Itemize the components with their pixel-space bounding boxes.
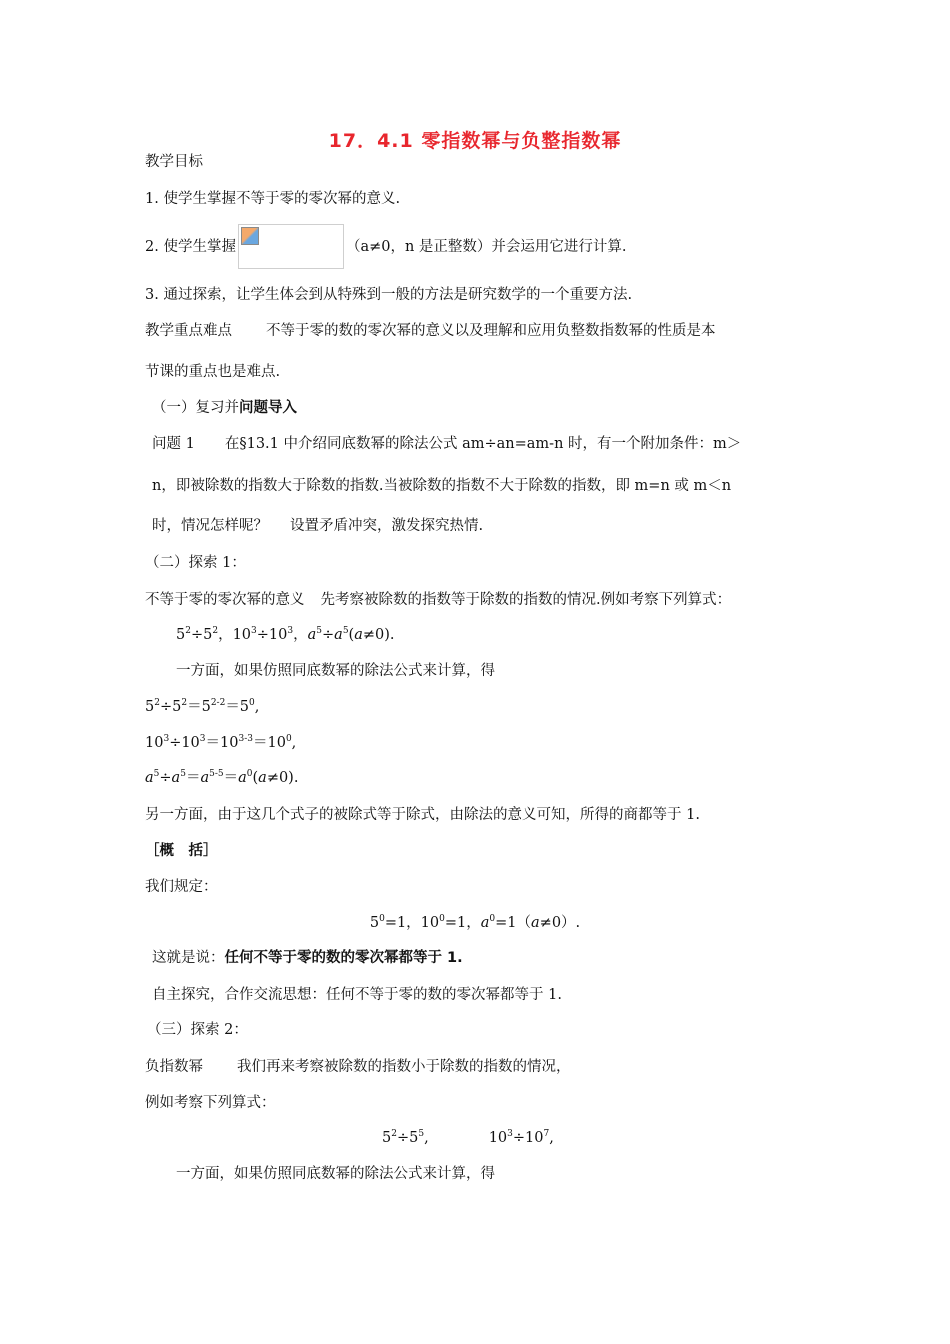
goal-2-prefix: 2. 使学生掌握 xyxy=(145,239,236,255)
key-points-text: 不等于零的数的零次幂的意义以及理解和应用负整数指数幂的性质是本 xyxy=(266,323,716,339)
question-1-line-1 xyxy=(152,434,741,454)
section-3-heading: （三）探索 2： xyxy=(147,1022,248,1038)
section-1-heading xyxy=(152,398,297,418)
negative-formula-examples: $5^2\div 5^5$, $10^3\div 10^7$, xyxy=(382,1129,554,1146)
key-points-line xyxy=(145,321,716,341)
section-2-heading: （二）探索 1： xyxy=(145,555,246,571)
formula-2: $10^3\div 10^3=10^{3-3}=10^0$, xyxy=(145,734,297,751)
formula-examples: $5^2\div 5^2$，$10^3\div 10^3$，$a^5\div a^5(a\ne 0)$. xyxy=(176,626,395,643)
question-1-label: 问题 1 xyxy=(152,436,195,452)
explore-text: 自主探究，合作交流思想：任何不等于零的数的零次幂都等于 1. xyxy=(152,987,562,1003)
example-text: 例如考察下列算式： xyxy=(145,1095,276,1111)
page-title: 17．4.1 零指数幂与负整指数幂 xyxy=(328,130,622,152)
one-side-text: 一方面，如果仿照同底数幂的除法公式来计算，得 xyxy=(176,663,495,679)
goal-2 xyxy=(145,224,627,269)
negative-power-label: 负指数幂 xyxy=(145,1059,203,1075)
zero-power-label: 不等于零的零次幂的意义 xyxy=(145,592,305,608)
we-define: 我们规定： xyxy=(145,879,218,895)
goal-3: 3. 通过探索，让学生体会到从特殊到一般的方法是研究数学的一个重要方法. xyxy=(145,287,633,303)
question-1-line-3 xyxy=(152,516,483,536)
summary-heading: ［概 括］ xyxy=(145,843,218,859)
conclusion-bold: 任何不等于零的数的零次幂都等于 1. xyxy=(224,950,463,966)
question-1-text-3a: 时，情况怎样呢？ xyxy=(152,518,268,534)
conclusion-line xyxy=(152,948,463,968)
goal-1: 1. 使学生掌握不等于零的零次幂的意义. xyxy=(145,191,401,207)
question-1-text-3b: 设置矛盾冲突，激发探究热情. xyxy=(290,518,484,534)
formula-image-placeholder xyxy=(238,224,344,269)
key-points-label: 教学重点难点 xyxy=(145,323,232,339)
goals-heading: 教学目标 xyxy=(145,154,203,170)
section-1-prefix: （一）复习并 xyxy=(152,400,239,416)
negative-power-line xyxy=(145,1057,571,1077)
zero-power-text: 先考察被除数的指数等于除数的指数的情况.例如考察下列算式： xyxy=(320,592,732,608)
broken-image-icon xyxy=(241,227,259,245)
other-side-text: 另一方面，由于这几个式子的被除式等于除式，由除法的意义可知，所得的商都等于 1. xyxy=(145,807,700,823)
section-1-bold: 问题导入 xyxy=(239,400,297,416)
zero-power-line xyxy=(145,590,731,610)
formula-1: $5^2\div 5^2=5^{2-2}=5^0$, xyxy=(145,698,260,715)
one-side-text-2: 一方面，如果仿照同底数幂的除法公式来计算，得 xyxy=(176,1166,495,1182)
negative-power-text: 我们再来考察被除数的指数小于除数的指数的情况， xyxy=(237,1059,571,1075)
question-1-text-1: 在§13.1 中介绍同底数幂的除法公式 am÷an=am-n 时，有一个附加条件：m＞ xyxy=(224,436,742,452)
key-points-text-cont: 节课的重点也是难点. xyxy=(145,364,281,380)
formula-3: $a^5\div a^5=a^{5-5}=a^0(a\ne 0)$. xyxy=(145,769,299,786)
definition-formula: $5^0=1$，$10^0=1$，$a^0=1(a\ne 0)$. xyxy=(369,914,581,931)
goal-2-suffix: （a≠0，n 是正整数）并会运用它进行计算. xyxy=(345,239,627,255)
conclusion-prefix: 这就是说： xyxy=(152,950,225,966)
question-1-line-2: n，即被除数的指数大于除数的指数.当被除数的指数不大于除数的指数，即 m=n 或 m＜n xyxy=(152,478,732,494)
